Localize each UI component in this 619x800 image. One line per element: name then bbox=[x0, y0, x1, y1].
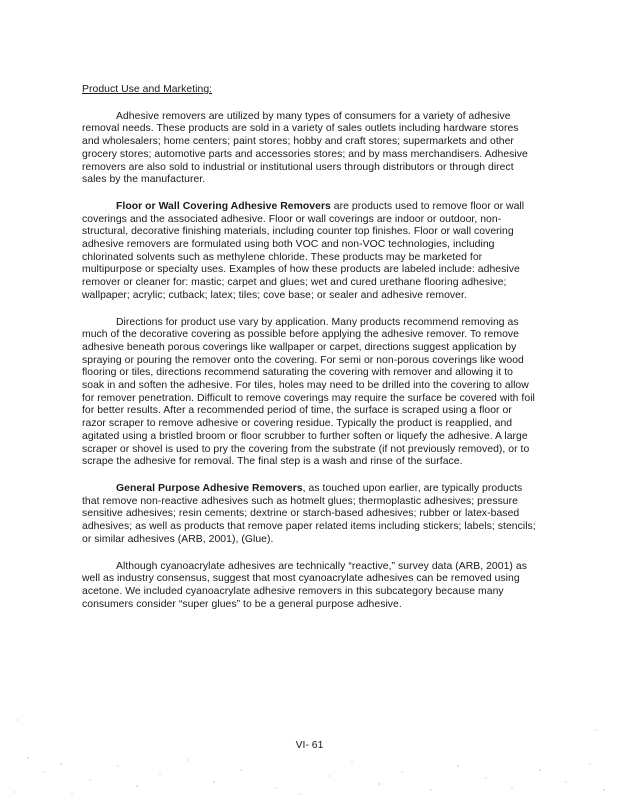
paragraph-text: , as touched upon earlier, are typically products that remove non-reactive adhesives such as hotmelt glues; thermoplastic adhesives; pressure sensitive adhesives; resin cements; dextrine or starch-based adhesives; rubber or latex-based adhesives; as well as products that remove paper related items including stickers; labels; stencils; or similar adhesives (ARB, 2001), (Glue). bbox=[82, 482, 536, 545]
section-heading: Product Use and Marketing: bbox=[82, 84, 213, 95]
paragraph-text: Directions for product use vary by application. Many products recommend removing as much of the decorative covering as possible before applying the adhesive remover. To remove adhesive beneath porous coverings like wallpaper or carpet, directions suggest application by spraying or pouring the remover onto the covering. For semi or non-porous coverings like wood flooring or tiles, directions recommend saturating the covering with remover and allowing it to soak in and soften the adhesive. For tiles, holes may need to be drilled into the covering to allow for remover penetration. Difficult to remove coverings may require the surface be covered with foil for better results. After a recommended period of time, the surface is scraped using a floor or razor scraper to remove adhesive or covering residue. Typically the product is reapplied, and agitated using a bristled broom or floor scrubber to further soften or liquefy the adhesive. A large scraper or shovel is used to pry the covering from the substrate (if not previously removed), or to scrape the adhesive for removal. The final step is a wash and rinse of the surface. bbox=[82, 316, 535, 468]
paragraph-text: Adhesive removers are utilized by many types of consumers for a variety of adhesive removal needs. These products are sold in a variety of sales outlets including hardware stores and wholesalers; home centers; paint stores; hobby and craft stores; supermarkets and other grocery stores; automotive parts and accessories stores; and by mass merchandisers. Adhesive removers are also sold to industrial or institutional users through distributors or through direct sales by the manufacturer. bbox=[82, 110, 528, 186]
paragraph-intro bbox=[82, 111, 536, 187]
paragraph-floor-wall bbox=[82, 201, 536, 303]
page-body bbox=[82, 84, 536, 625]
paragraph-directions bbox=[82, 317, 536, 469]
page-number: VI- 61 bbox=[295, 740, 324, 751]
paragraph-lead-term: Floor or Wall Covering Adhesive Removers bbox=[116, 200, 331, 212]
paragraph-text: Although cyanoacrylate adhesives are technically “reactive,” survey data (ARB, 2001) as well as industry consensus, suggest that most cyanoacrylate adhesives can be removed using acetone. We included cyanoacrylate adhesive removers in this subcategory because many consumers consider “super glues” to be a general purpose adhesive. bbox=[82, 560, 527, 610]
paragraph-general-purpose bbox=[82, 483, 536, 547]
paragraph-lead-term: General Purpose Adhesive Removers bbox=[116, 482, 303, 494]
paragraph-cyanoacrylate bbox=[82, 561, 536, 612]
paragraph-text: are products used to remove floor or wall coverings and the associated adhesive. Floor or wall coverings are indoor or outdoor, non-structural, decorative finishing materials, including counter top finishes. Floor or wall covering adhesive removers are formulated using both VOC and non-VOC technologies, including chlorinated solvents such as methylene chloride. These products may be marketed for multipurpose or specialty uses. Examples of how these products are labeled include: adhesive remover or cleaner for: mastic; carpet and glues; wet and cured urethane flooring adhesive; wallpaper; acrylic; cutback; latex; tiles; cove base; or sealer and adhesive remover. bbox=[82, 200, 525, 301]
